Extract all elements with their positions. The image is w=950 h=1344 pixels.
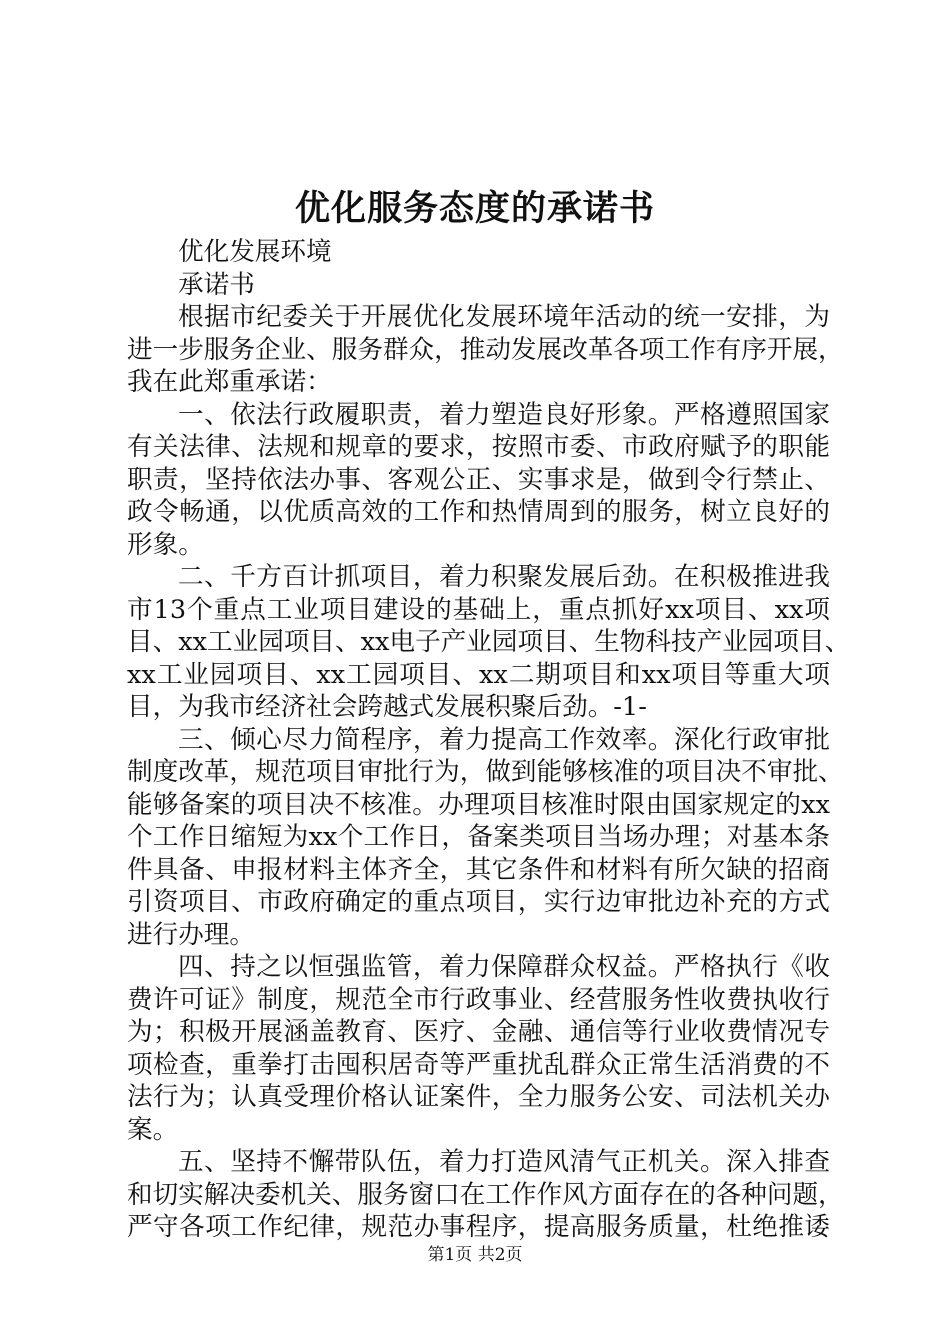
body-line: 根据市纪委关于开展优化发展环境年活动的统一安排，为 [178, 302, 830, 332]
body-line: 优化发展环境 [178, 237, 332, 267]
body-line: 案。 [127, 1114, 179, 1145]
body-line: 项检查，重拳打击囤积居奇等严重扰乱群众正常生活消费的不 [127, 1049, 830, 1080]
body-line: 有关法律、法规和规章的要求，按照市委、市政府赋予的职能 [127, 432, 830, 462]
document-title: 优化服务态度的承诺书 [294, 188, 655, 229]
body-line: 个工作日缩短为xx个工作日，备案类项目当场办理；对基本条 [127, 822, 830, 852]
body-line: 费许可证》制度，规范全市行政事业、经营服务性收费执收行 [127, 984, 830, 1015]
body-line: xx工业园项目、xx工园项目、xx二期项目和xx项目等重大项 [127, 659, 830, 690]
body-line: 进行办理。 [127, 919, 255, 950]
body-line: 法行为；认真受理价格认证案件，全力服务公安、司法机关办 [127, 1082, 830, 1112]
body-line: 市13个重点工业项目建设的基础上，重点抓好xx项目、xx项 [127, 594, 830, 625]
body-line: 五、坚持不懈带队伍，着力打造风清气正机关。深入排查 [178, 1147, 830, 1177]
body-line: 目、xx工业园项目、xx电子产业园项目、生物科技产业园项目、 [127, 627, 851, 657]
body-line: 进一步服务企业、服务群众，推动发展改革各项工作有序开展， [127, 334, 844, 365]
body-line: 形象。 [127, 529, 204, 560]
body-line: 目，为我市经济社会跨越式发展积聚后劲。-1- [127, 692, 647, 722]
body-line: 一、依法行政履职责，着力塑造良好形象。严格遵照国家 [178, 399, 830, 430]
body-line: 严守各项工作纪律，规范办事程序，提高服务质量，杜绝推诿 [127, 1212, 830, 1242]
page-footer: 第1页 共2页 [427, 1245, 523, 1265]
body-line: 件具备、申报材料主体齐全，其它条件和材料有所欠缺的招商 [127, 854, 830, 885]
body-line: 四、持之以恒强监管，着力保障群众权益。严格执行《收 [178, 952, 830, 982]
body-line: 政令畅通，以优质高效的工作和热情周到的服务，树立良好的 [127, 497, 830, 527]
body-line: 二、千方百计抓项目，着力积聚发展后劲。在积极推进我 [178, 562, 830, 592]
body-line: 三、倾心尽力简程序，着力提高工作效率。深化行政审批 [178, 724, 830, 755]
body-line: 为；积极开展涵盖教育、医疗、金融、通信等行业收费情况专 [127, 1017, 830, 1047]
document-body [127, 236, 851, 1244]
body-line: 能够备案的项目决不核准。办理项目核准时限由国家规定的xx [127, 789, 830, 820]
body-line: 制度改革，规范项目审批行为，做到能够核准的项目决不审批、 [127, 757, 844, 787]
body-line: 职责，坚持依法办事、客观公正、实事求是，做到令行禁止、 [127, 464, 830, 495]
body-line: 我在此郑重承诺： [127, 367, 332, 397]
body-line: 承诺书 [178, 269, 255, 300]
body-line: 和切实解决委机关、服务窗口在工作作风方面存在的各种问题， [127, 1179, 844, 1210]
body-line: 引资项目、市政府确定的重点项目，实行边审批边补充的方式 [127, 887, 830, 917]
